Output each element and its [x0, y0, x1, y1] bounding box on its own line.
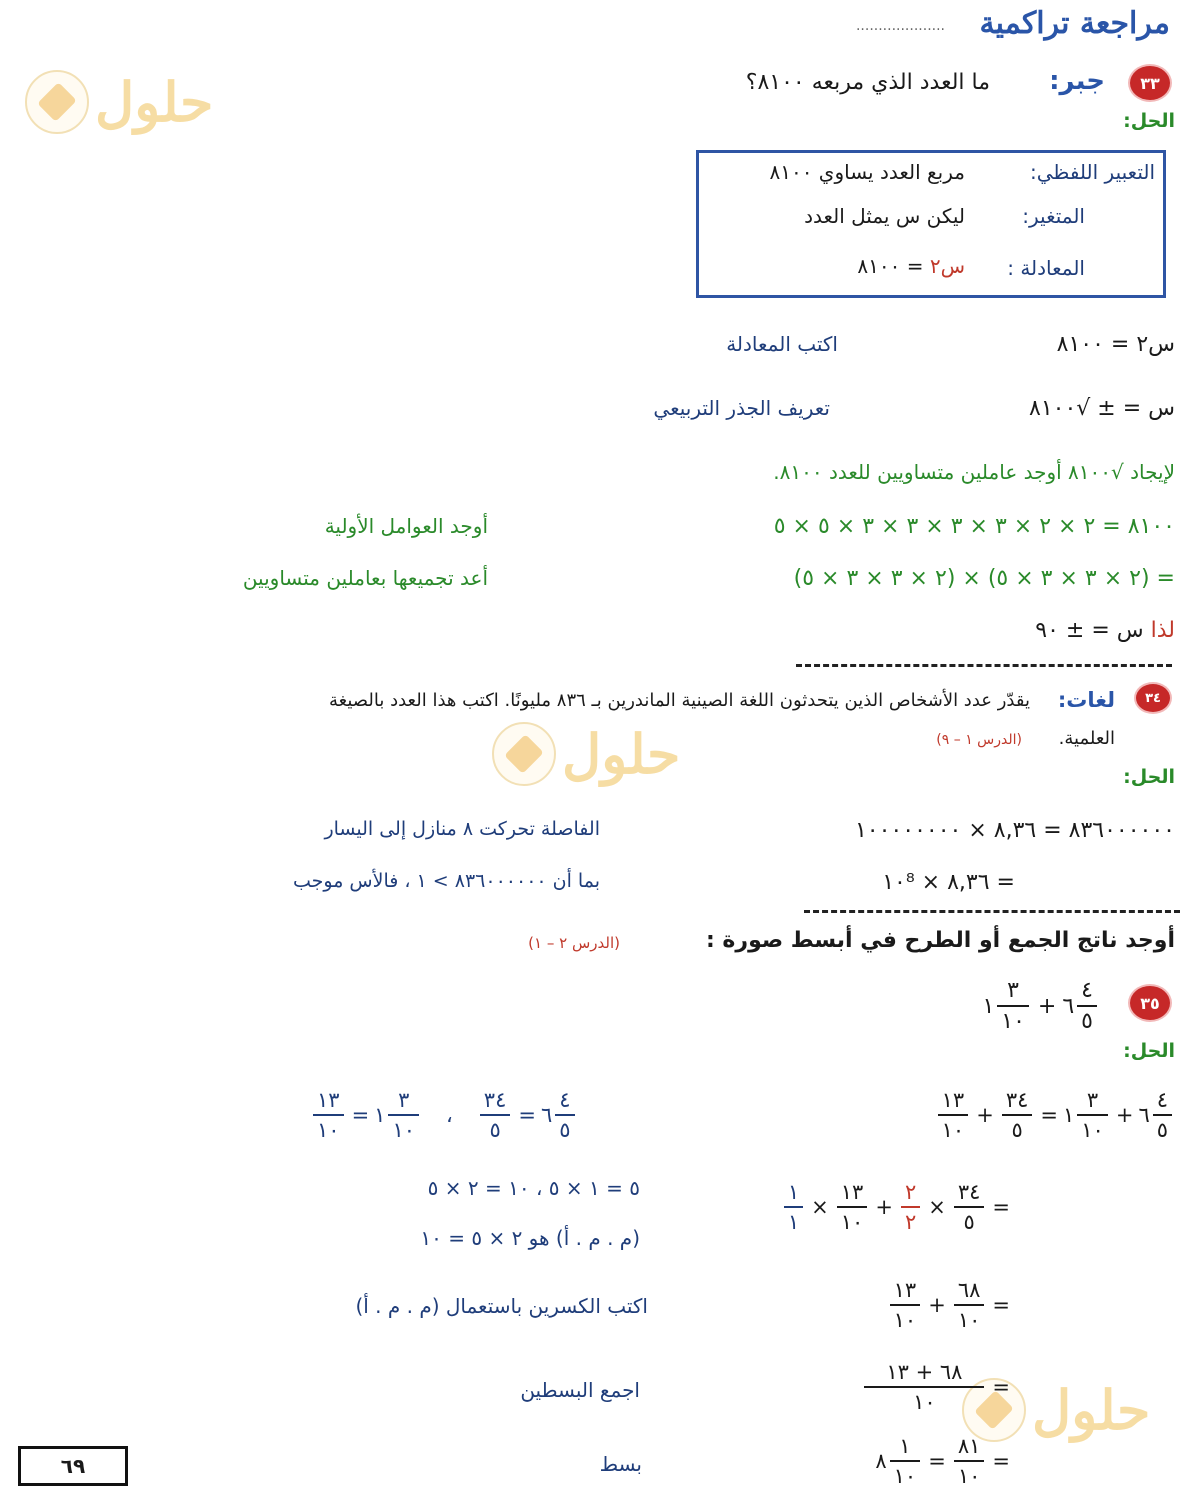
exercise-instruction: أوجد ناتج الجمع أو الطرح في أبسط صورة : [705, 928, 1175, 953]
prime-factors-note: أوجد العوامل الأولية [324, 514, 488, 538]
prime-factors-math: ٨١٠٠ = ٢ × ٢ × ٣ × ٣ × ٣ × ٣ × ٥ × ٥ [773, 514, 1175, 539]
step-note: الفاصلة تحركت ٨ منازل إلى اليسار [324, 818, 600, 840]
step-note: اجمع البسطين [520, 1378, 640, 1402]
lesson-ref: (الدرس ١ – ٩) [936, 732, 1022, 748]
watermark-logo [492, 722, 680, 786]
so-word: لذا [1150, 618, 1175, 643]
watermark-text: حلول [95, 70, 214, 134]
lesson-ref: (الدرس ٢ – ١) [528, 934, 620, 952]
step-note-expression: $\frac{١٣}{١٠}$ = ١ $\frac{٣}{١٠}$ ، $\frac{٣٤}{٥}$ = ٦ $\frac{٤}{٥}$ [310, 1088, 578, 1142]
title-dots: .................... [855, 18, 945, 34]
step-expression: $\frac{٦٨ + ١٣}{١٠}$ = [861, 1360, 1015, 1414]
step-note: بما أن ٨٣٦٠٠٠٠٠٠ > ١ ، فالأس موجب [293, 870, 600, 892]
solution-label: الحل: [1123, 110, 1175, 132]
divider [804, 910, 1180, 913]
find-root-line: لإيجاد √٨١٠٠ أوجد عاملين متساويين للعدد ٨١٠٠. [773, 460, 1175, 484]
section-title: مراجعة تراكمية [979, 6, 1170, 41]
topic-label: لغات: [1057, 688, 1115, 712]
step-expression: $\frac{١٣}{١٠}$ + $\frac{٣٤}{٥}$ = ١ $\frac{٣}{١٠}$ + ٦ $\frac{٤}{٥}$ [935, 1088, 1175, 1142]
whole-number: ٦ [1062, 993, 1075, 1019]
whole-number: ١ [982, 993, 995, 1019]
step-note: اكتب الكسرين باستعمال (م . م . أ) [355, 1294, 648, 1318]
watermark-logo [25, 70, 213, 134]
question-number-badge: ٣٥ [1130, 986, 1170, 1020]
question-text: يقدّر عدد الأشخاص الذين يتحدثون اللغة الصينية الماندرين بـ ٨٣٦ مليونًا. اكتب هذا العدد بالصيغة [329, 690, 1030, 711]
watermark-icon [25, 70, 89, 134]
grouping-note: أعد تجميعها بعاملين متساويين [242, 566, 488, 590]
grouping-math: = (٢ × ٣ × ٣ × ٥) × (٢ × ٣ × ٣ × ٥) [793, 566, 1175, 591]
step-expression: $\frac{١}{١}$ × $\frac{١٣}{١٠}$ + $\frac{٢}{٢}$ × $\frac{٣٤}{٥}$ = [781, 1180, 1015, 1234]
question-topic [1049, 66, 1105, 96]
problem-expression [982, 978, 1100, 1035]
watermark-icon [492, 722, 556, 786]
step-math: = ٨,٣٦ × ١٠⁸ [882, 870, 1015, 895]
question-text: ما العدد الذي مربعه ٨١٠٠؟ [745, 70, 990, 95]
box-row3-value [857, 254, 965, 278]
question-number-badge: ٣٣ [1130, 66, 1170, 100]
page-number: ٦٩ [60, 1454, 86, 1478]
plus-sign: + [1037, 993, 1057, 1019]
page-number-box [18, 1446, 128, 1486]
step-note: اكتب المعادلة [726, 332, 838, 356]
lcm-line: ٥ = ١ × ٥ ، ١٠ = ٢ × ٥ [427, 1176, 640, 1200]
step-expression: $\frac{١٣}{١٠}$ + $\frac{٦٨}{١٠}$ = [887, 1278, 1015, 1332]
step-note: تعريف الجذر التربيعي [653, 396, 830, 420]
fraction: $\frac{٣}{١٠}$ [997, 978, 1029, 1035]
divider [796, 664, 1172, 667]
solution-label: الحل: [1123, 766, 1175, 788]
box-row2-value: ليكن س يمثل العدد [804, 204, 965, 228]
box-row3-rest: = ٨١٠٠ [857, 254, 924, 278]
question-number-badge: ٣٤ [1136, 684, 1170, 712]
solution-label: الحل: [1123, 1040, 1175, 1062]
watermark-text: حلول [1032, 1378, 1151, 1442]
question-text-cont: العلمية. [1058, 728, 1115, 749]
step-math: س٢ = ٨١٠٠ [1056, 332, 1175, 357]
step-math: س = ± √٨١٠٠ [1029, 396, 1175, 421]
box-row3-label: المعادلة : [1007, 256, 1085, 280]
step-expression: ٨ $\frac{١}{١٠}$ = $\frac{٨١}{١٠}$ = [875, 1434, 1010, 1489]
box-row1-value: مربع العدد يساوي ٨١٠٠ [769, 160, 965, 184]
step-note: بسط [599, 1452, 642, 1476]
lcm-line: (م . م . أ) هو ٢ × ٥ = ١٠ [420, 1226, 640, 1250]
box-row2-label: المتغير: [1022, 204, 1085, 228]
result-value: س = ± ٩٠ [1035, 618, 1144, 643]
box-row1-label: التعبير اللفظي: [1030, 160, 1155, 184]
result-line [1035, 618, 1175, 643]
box-row3-variable: س٢ [929, 254, 965, 278]
topic-label: جبر: [1049, 66, 1105, 96]
step-math: ٨٣٦٠٠٠٠٠٠ = ٨,٣٦ × ١٠٠٠٠٠٠٠٠ [854, 818, 1175, 843]
fraction: $\frac{٤}{٥}$ [1077, 978, 1097, 1035]
watermark-text: حلول [562, 722, 681, 786]
